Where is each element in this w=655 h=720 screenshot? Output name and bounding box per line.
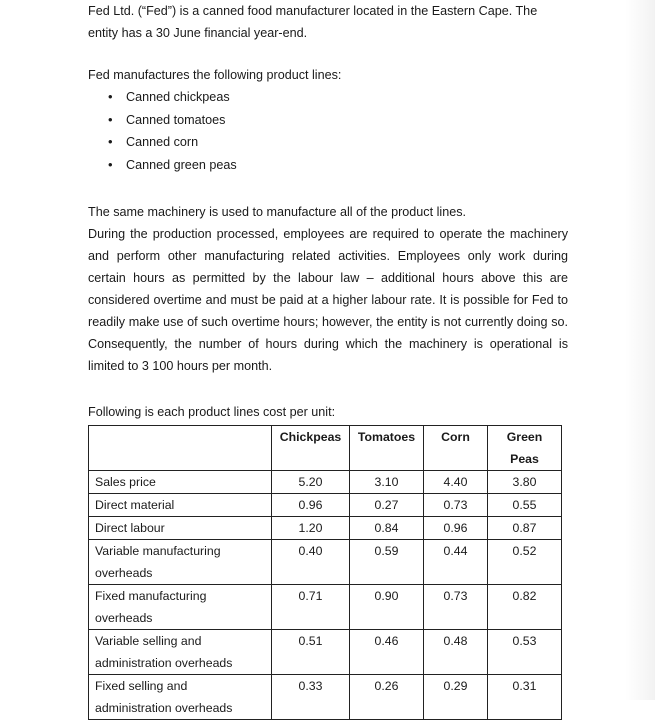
cell-value: 0.96 (272, 494, 350, 517)
list-item: • Canned green peas (88, 154, 568, 177)
list-item: • Canned tomatoes (88, 109, 568, 132)
cell-value: 3.80 (488, 471, 562, 494)
table-row (89, 585, 562, 630)
cell-value: 0.59 (350, 540, 424, 585)
cell-value: 0.87 (488, 517, 562, 540)
row-label: Direct labour (89, 517, 272, 540)
machinery-section (88, 201, 568, 377)
row-label: Variable selling and administration overheads (89, 630, 272, 675)
list-item: • Canned corn (88, 131, 568, 154)
page-edge-shadow (625, 0, 655, 700)
cell-value: 0.26 (350, 675, 424, 720)
row-label: Sales price (89, 471, 272, 494)
cell-value: 0.53 (488, 630, 562, 675)
cell-value: 1.20 (272, 517, 350, 540)
cell-value: 0.51 (272, 630, 350, 675)
cell-value: 0.73 (424, 585, 488, 630)
cell-value: 0.33 (272, 675, 350, 720)
cell-value: 0.82 (488, 585, 562, 630)
table-header-chickpeas: Chickpeas (272, 426, 350, 471)
table-row (89, 494, 562, 517)
cell-value: 0.31 (488, 675, 562, 720)
product-lines-list (88, 86, 568, 176)
list-item: • Canned chickpeas (88, 86, 568, 109)
table-header-green-peas: Green Peas (488, 426, 562, 471)
cell-value: 0.27 (350, 494, 424, 517)
machinery-line: The same machinery is used to manufacture all of the product lines. (88, 205, 467, 219)
table-row (89, 540, 562, 585)
table-row (89, 471, 562, 494)
table-header-tomatoes: Tomatoes (350, 426, 424, 471)
cell-value: 0.96 (424, 517, 488, 540)
table-row (89, 630, 562, 675)
table-row (89, 675, 562, 720)
product-lines-lead: Fed manufactures the following product lines: (88, 68, 342, 82)
row-label: Fixed manufacturing overheads (89, 585, 272, 630)
cell-value: 4.40 (424, 471, 488, 494)
table-header-blank (89, 426, 272, 471)
cost-table (88, 425, 562, 720)
row-label: Fixed selling and administration overheads (89, 675, 272, 720)
cell-value: 0.52 (488, 540, 562, 585)
cell-value: 0.46 (350, 630, 424, 675)
document-content (88, 0, 568, 720)
row-label: Direct material (89, 494, 272, 517)
cell-value: 0.29 (424, 675, 488, 720)
cell-value: 0.48 (424, 630, 488, 675)
intro-paragraph: Fed Ltd. (“Fed”) is a canned food manufacturer located in the Eastern Cape. The entity has a 30 June financial year-end. (88, 4, 538, 40)
row-label: Variable manufacturing overheads (89, 540, 272, 585)
table-intro: Following is each product lines cost per unit: (88, 405, 336, 419)
cell-value: 0.73 (424, 494, 488, 517)
table-header-corn: Corn (424, 426, 488, 471)
cell-value: 0.44 (424, 540, 488, 585)
table-header-row (89, 426, 562, 471)
cell-value: 0.55 (488, 494, 562, 517)
cell-value: 5.20 (272, 471, 350, 494)
cell-value: 0.71 (272, 585, 350, 630)
machinery-paragraph: During the production processed, employees are required to operate the machinery and perform other manufacturing related activities. Employees only work during certain hours as permitted by the labour law – additional hours above this are considered overtime and must be paid at a higher labour rate. It is possible for Fed to readily make use of such overtime hours; however, the entity is not currently doing so. Consequently, the number of hours during which the machinery is operational is limited to 3 100 hours per month. (88, 227, 568, 373)
cell-value: 0.40 (272, 540, 350, 585)
cell-value: 0.84 (350, 517, 424, 540)
table-row (89, 517, 562, 540)
cell-value: 0.90 (350, 585, 424, 630)
cell-value: 3.10 (350, 471, 424, 494)
